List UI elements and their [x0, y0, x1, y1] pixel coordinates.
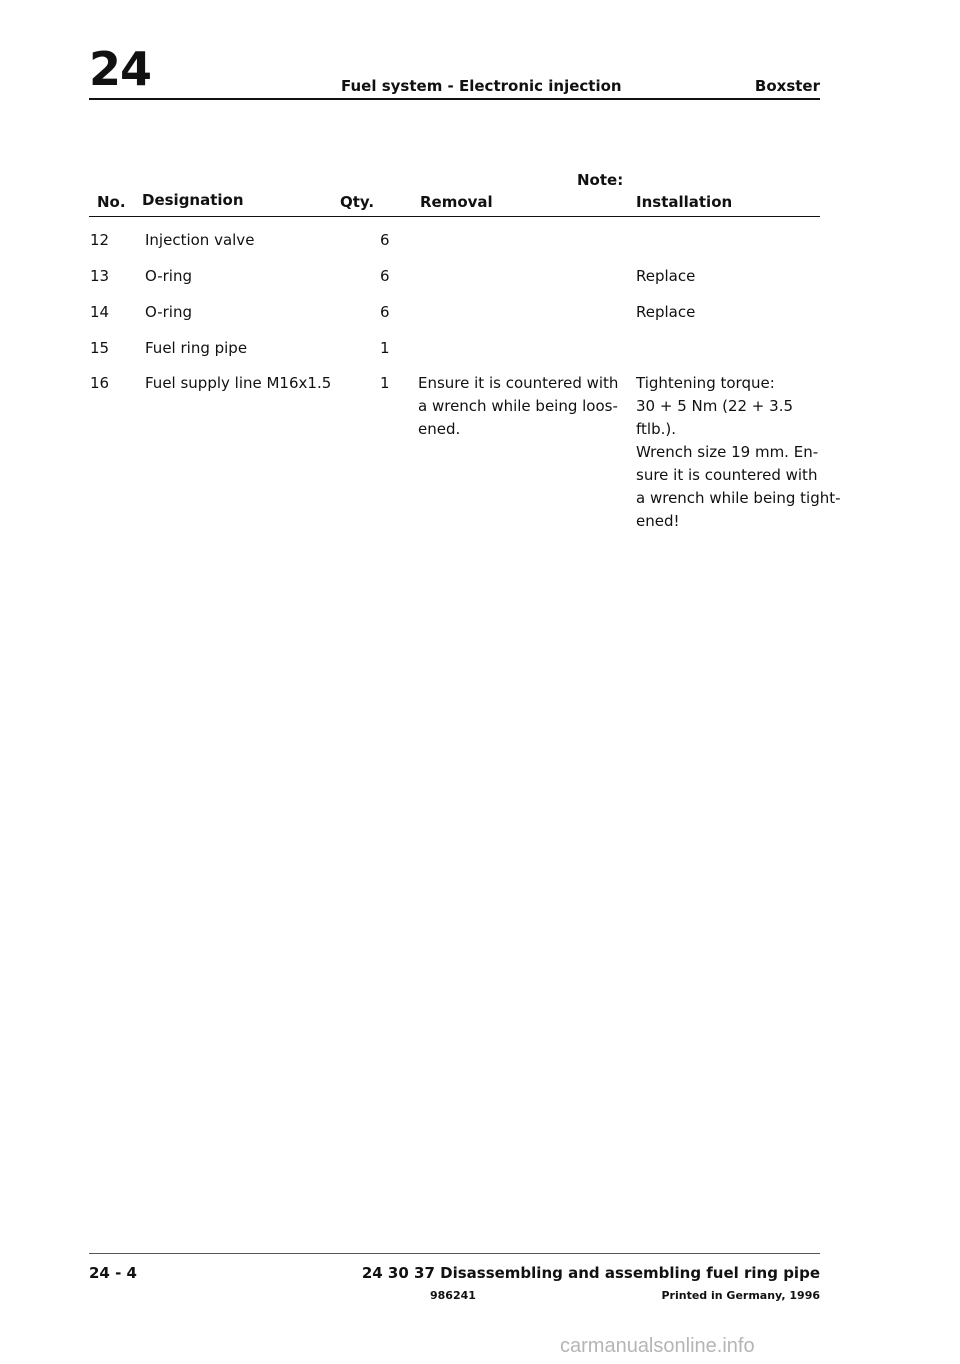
removal-line: Ensure it is countered with	[418, 374, 619, 392]
installation-line: ftlb.).	[636, 420, 676, 438]
removal-line: a wrench while being loos-	[418, 397, 618, 415]
installation-line: Wrench size 19 mm. En-	[636, 443, 819, 461]
installation-line: ened!	[636, 512, 680, 530]
page-number: 24 - 4	[89, 1264, 137, 1282]
row-number: 12	[90, 231, 110, 249]
row-designation: Injection valve	[145, 231, 255, 249]
installation-line: a wrench while being tight-	[636, 489, 841, 507]
column-header-removal: Removal	[420, 193, 493, 211]
column-header-no: No.	[97, 193, 126, 211]
row-number: 15	[90, 339, 110, 357]
printed-note: Printed in Germany, 1996	[661, 1289, 820, 1302]
document-number: 986241	[430, 1289, 476, 1302]
column-header-designation: Designation	[142, 191, 244, 209]
column-header-qty: Qty.	[340, 193, 375, 211]
chapter-number: 24	[89, 42, 152, 96]
footer-rule	[89, 1253, 820, 1254]
row-number: 14	[90, 303, 110, 321]
row-installation	[636, 372, 841, 533]
row-qty: 6	[380, 231, 390, 249]
footer-section-title: 24 30 37 Disassembling and assembling fuel ring pipe	[361, 1264, 820, 1282]
installation-line: 30 + 5 Nm (22 + 3.5	[636, 397, 794, 415]
row-number: 16	[90, 374, 110, 392]
row-qty: 6	[380, 267, 390, 285]
row-qty: 6	[380, 303, 390, 321]
row-designation: O-ring	[145, 267, 192, 285]
header-title: Fuel system - Electronic injection	[341, 77, 622, 95]
row-removal	[418, 372, 618, 441]
installation-line: sure it is countered with	[636, 466, 818, 484]
row-designation: Fuel supply line M16x1.5	[145, 374, 332, 392]
removal-line: ened.	[418, 420, 461, 438]
column-header-installation: Installation	[636, 193, 733, 211]
table-header-rule	[89, 216, 820, 217]
installation-line: Tightening torque:	[636, 374, 775, 392]
watermark: carmanualsonline.info	[560, 1335, 755, 1357]
row-designation: Fuel ring pipe	[145, 339, 248, 357]
column-header-note: Note:	[577, 171, 624, 189]
row-installation: Replace	[636, 267, 696, 285]
row-qty: 1	[380, 374, 390, 392]
row-number: 13	[90, 267, 110, 285]
row-qty: 1	[380, 339, 390, 357]
row-installation: Replace	[636, 303, 696, 321]
header-rule	[89, 98, 820, 100]
header-model: Boxster	[754, 77, 820, 95]
row-designation: O-ring	[145, 303, 192, 321]
